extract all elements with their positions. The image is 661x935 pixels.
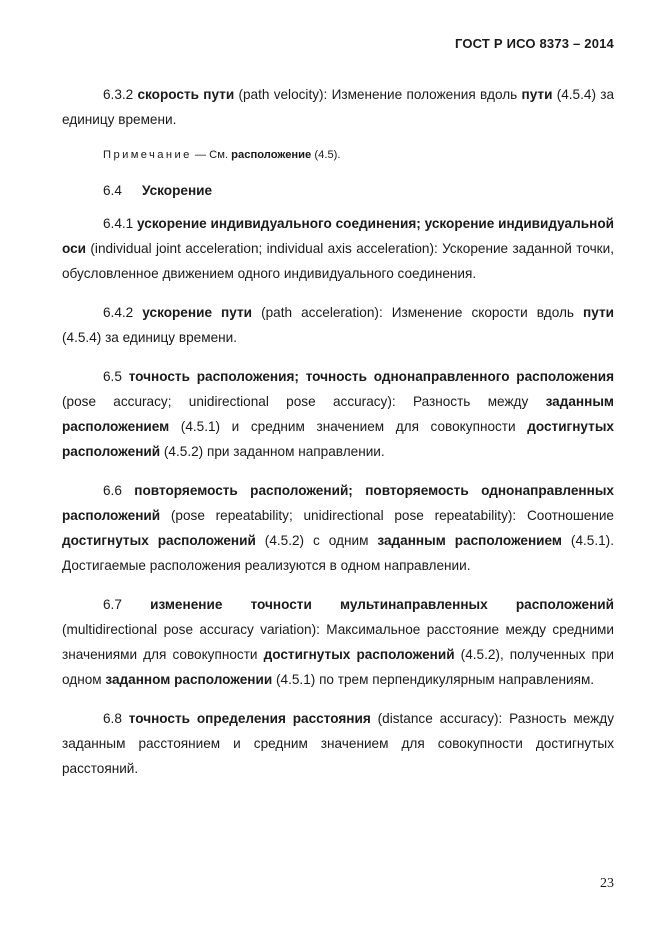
clause-number: 6.4.2 bbox=[103, 305, 134, 320]
term: точность расположения; точность однонаправленного расположения bbox=[128, 369, 614, 384]
term: скорость пути bbox=[137, 87, 235, 102]
note: Примечание — См. расположение (4.5). bbox=[103, 149, 341, 161]
term: ускорение пути bbox=[142, 305, 253, 320]
clause-number: 6.8 bbox=[103, 711, 122, 726]
term: повторяемость расположений; повторяемость однонаправленных расположений bbox=[62, 483, 614, 523]
clause-6-6: 6.6 повторяемость расположений; повторяемость однонаправленных расположений (pose repeatability; unidirectional pose repeatability): Соотношение достигнутых расположений (4.5.2) с одним заданным расположением (4.5.1). Достигаемые расположения реализуются в одном направлении. bbox=[62, 483, 614, 573]
term: ускорение индивидуального соединения; ускорение индивидуальной оси bbox=[62, 216, 614, 256]
term-ref: заданном расположении bbox=[105, 672, 273, 687]
term: точность определения расстояния bbox=[128, 711, 371, 726]
clause-6-5: 6.5 точность расположения; точность однонаправленного расположения (pose accuracy; unidirectional pose accuracy): Разность между заданным расположением (4.5.1) и средним значением для совокупности достигнутых расположений (4.5.2) при заданном направлении. bbox=[62, 369, 614, 459]
term-ref: пути bbox=[583, 305, 614, 320]
note-label: Примечание bbox=[103, 149, 192, 161]
clause-6-7: 6.7 изменение точности мультинаправленных расположений (multidirectional pose accuracy variation): Максимальное расстояние между средними значениями для совокупности достигнутых расположений (4.5.2), полученных при одном заданном расположении (4.5.1) по трем перпендикулярным направлениям. bbox=[62, 597, 614, 687]
clause-6-8: 6.8 точность определения расстояния (distance accuracy): Разность между заданным расстоянием и средним значением для совокупности достигнутых расстояний. bbox=[62, 711, 614, 776]
document-body bbox=[62, 82, 614, 781]
clause-number: 6.3.2 bbox=[103, 87, 134, 102]
term-ref: пути bbox=[521, 87, 553, 102]
term-ref: расположение bbox=[231, 149, 312, 161]
term-ref: заданным расположением bbox=[377, 533, 562, 548]
section-title: Ускорение bbox=[142, 183, 213, 198]
term-ref: достигнутых расположений bbox=[62, 533, 256, 548]
clause-number: 6.6 bbox=[103, 483, 122, 498]
section-6-4-heading bbox=[62, 178, 614, 203]
page-number: 23 bbox=[600, 876, 614, 891]
document-header: ГОСТ Р ИСО 8373 – 2014 bbox=[454, 36, 614, 51]
term-ref: заданным расположением bbox=[62, 394, 614, 434]
clause-number: 6.5 bbox=[103, 369, 122, 384]
term-ref: достигнутых расположений bbox=[263, 647, 455, 662]
term-ref: достигнутых расположений bbox=[62, 419, 614, 459]
clause-6-4-1: 6.4.1 ускорение индивидуального соединения; ускорение индивидуальной оси (individual joint acceleration; individual axis acceleration): Ускорение заданной точки, обусловленное движением одного индивидуального соединения. bbox=[62, 216, 614, 281]
clause-6-4-2: 6.4.2 ускорение пути (path acceleration): Изменение скорости вдоль пути (4.5.4) за единицу времени. bbox=[62, 305, 614, 345]
clause-number: 6.7 bbox=[103, 597, 122, 612]
term: изменение точности мультинаправленных расположений bbox=[150, 597, 614, 612]
section-number: 6.4 bbox=[103, 183, 122, 198]
clause-6-3-2: 6.3.2 скорость пути (path velocity): Изменение положения вдоль пути (4.5.4) за единицу времени. bbox=[62, 87, 615, 127]
clause-number: 6.4.1 bbox=[103, 216, 134, 231]
